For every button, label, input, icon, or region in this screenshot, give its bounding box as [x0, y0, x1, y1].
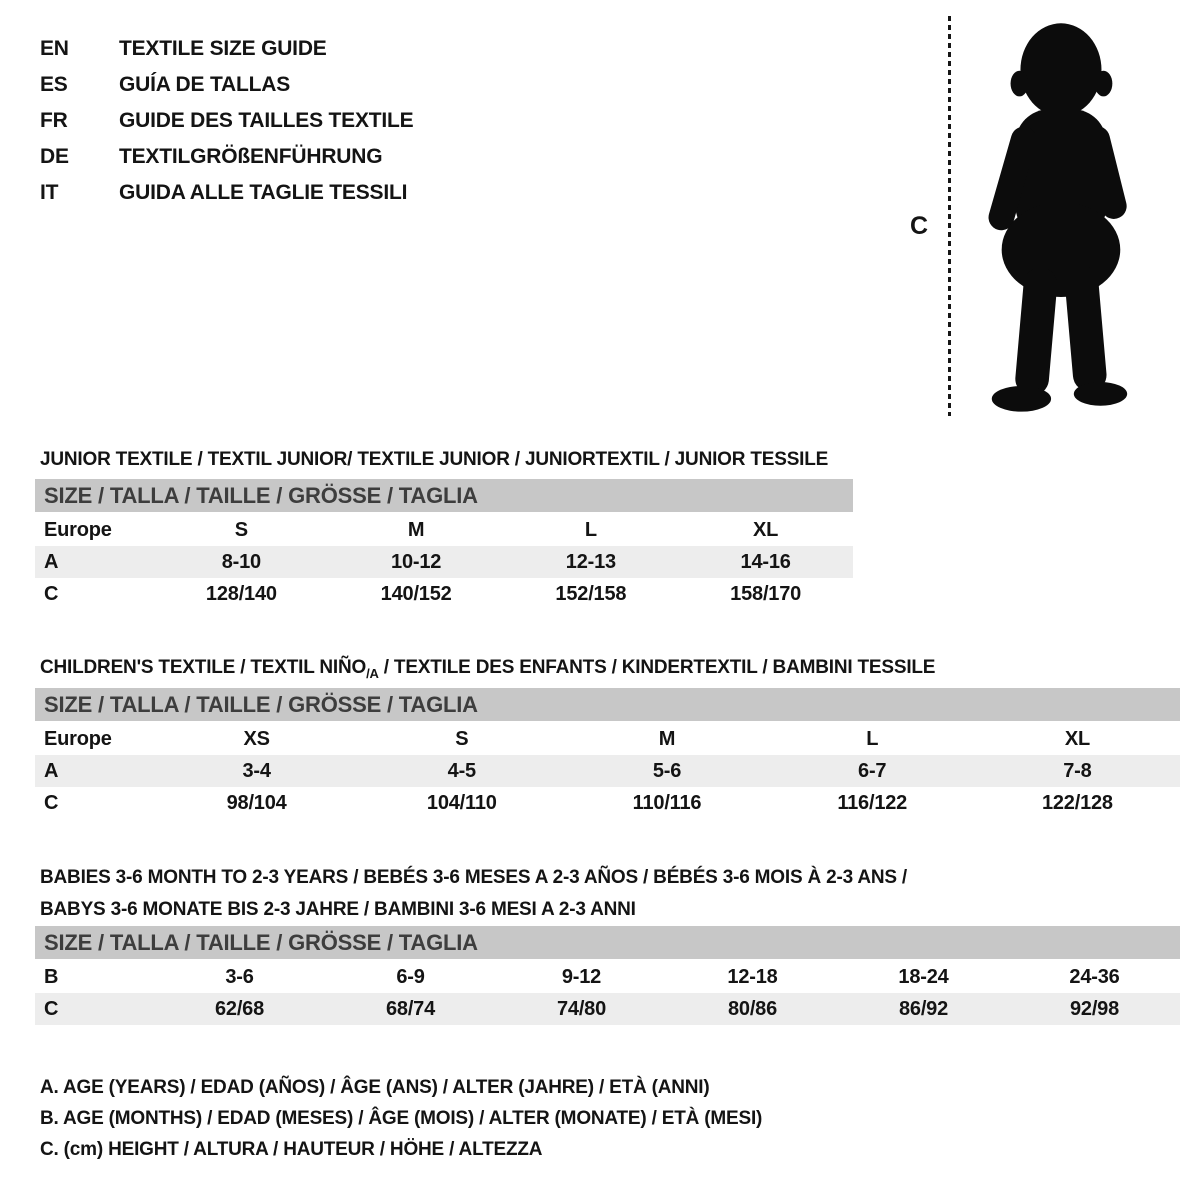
section-title-junior: JUNIOR TEXTILE / TEXTIL JUNIOR/ TEXTILE JUNIOR / JUNIORTEXTIL / JUNIOR TESSILE — [40, 448, 829, 470]
height-cell: 98/104 — [226, 792, 287, 814]
lang-row-fr — [40, 103, 413, 139]
babies-size-table — [35, 926, 1180, 1025]
table-row — [35, 993, 1180, 1025]
title-line: BABYS 3-6 MONATE BIS 2-3 JAHRE / BAMBINI 3-6 MESI A 2-3 ANNI — [40, 898, 636, 920]
height-cell: 80/86 — [727, 998, 778, 1020]
size-cell: L — [584, 519, 597, 541]
age-cell: 18-24 — [898, 966, 949, 988]
height-cell: 158/170 — [730, 583, 802, 605]
children-size-table — [35, 688, 1180, 819]
lang-code: FR — [40, 109, 68, 132]
table-row — [35, 578, 853, 610]
row-label: Europe — [44, 519, 112, 541]
age-cell: 7-8 — [1063, 760, 1092, 782]
row-label: A — [44, 551, 59, 573]
row-label: B — [44, 966, 59, 988]
legend-line-c: C. (cm) HEIGHT / ALTURA / HAUTEUR / HÖHE / ALTEZZA — [40, 1139, 543, 1160]
row-label: A — [44, 760, 59, 782]
height-cell: 62/68 — [214, 998, 265, 1020]
lang-row-es — [40, 67, 413, 103]
junior-size-table — [35, 479, 853, 610]
height-cell: 140/152 — [380, 583, 452, 605]
size-cell: L — [866, 728, 879, 750]
lang-row-en — [40, 31, 413, 67]
age-cell: 3-4 — [242, 760, 271, 782]
age-cell: 12-18 — [727, 966, 778, 988]
age-cell: 6-7 — [858, 760, 887, 782]
lang-code: IT — [40, 181, 59, 204]
age-cell: 3-6 — [225, 966, 254, 988]
lang-code: ES — [40, 73, 68, 96]
lang-row-it — [40, 175, 413, 211]
table-row — [35, 514, 853, 546]
age-cell: 9-12 — [561, 966, 602, 988]
section-title-babies — [40, 862, 907, 926]
height-cell: 86/92 — [898, 998, 949, 1020]
height-cell: 68/74 — [385, 998, 436, 1020]
lang-title: GUIDA ALLE TAGLIE TESSILI — [119, 181, 408, 204]
age-cell: 24-36 — [1069, 966, 1120, 988]
height-measure-label: C — [910, 212, 929, 240]
age-cell: 14-16 — [740, 551, 791, 573]
section-title-children — [40, 657, 935, 681]
baby-silhouette — [974, 18, 1142, 416]
size-cell: XS — [243, 728, 270, 750]
height-cell: 116/122 — [837, 792, 908, 814]
title-part: / TEXTILE DES ENFANTS / KINDERTEXTIL / BAMBINI TESSILE — [378, 656, 936, 678]
lang-title: GUÍA DE TALLAS — [119, 73, 291, 96]
height-measure-dashed-line — [948, 16, 951, 416]
height-cell: 104/110 — [426, 792, 497, 814]
size-cell: M — [658, 728, 676, 750]
table-header-children: SIZE / TALLA / TAILLE / GRÖSSE / TAGLIA — [35, 688, 1180, 721]
height-cell: 122/128 — [1041, 792, 1113, 814]
title-line: BABIES 3-6 MONTH TO 2-3 YEARS / BEBÉS 3-6 MESES A 2-3 AÑOS / BÉBÉS 3-6 MOIS À 2-3 ANS / — [40, 866, 908, 888]
height-cell: 128/140 — [205, 583, 277, 605]
language-title-list — [40, 31, 413, 211]
lang-code: EN — [40, 37, 69, 60]
height-cell: 74/80 — [556, 998, 607, 1020]
table-header-babies: SIZE / TALLA / TAILLE / GRÖSSE / TAGLIA — [35, 926, 1180, 959]
title-subscript: /A — [366, 665, 379, 681]
size-cell: XL — [753, 519, 779, 541]
age-cell: 8-10 — [221, 551, 261, 573]
lang-code: DE — [40, 145, 69, 168]
table-row — [35, 787, 1180, 819]
legend-line-a: A. AGE (YEARS) / EDAD (AÑOS) / ÂGE (ANS) / ALTER (JAHRE) / ETÀ (ANNI) — [40, 1077, 710, 1098]
age-cell: 6-9 — [396, 966, 425, 988]
height-cell: 92/98 — [1069, 998, 1120, 1020]
lang-title: GUIDE DES TAILLES TEXTILE — [119, 109, 414, 132]
row-label: C — [44, 583, 59, 605]
table-row — [35, 546, 853, 578]
height-cell: 152/158 — [555, 583, 627, 605]
table-row — [35, 961, 1180, 993]
size-cell: XL — [1064, 728, 1090, 750]
lang-title: TEXTILE SIZE GUIDE — [119, 37, 327, 60]
row-label: C — [44, 792, 59, 814]
age-cell: 4-5 — [447, 760, 476, 782]
size-cell: S — [234, 519, 248, 541]
measure-legend — [40, 1072, 762, 1165]
age-cell: 10-12 — [391, 551, 442, 573]
table-header-junior: SIZE / TALLA / TAILLE / GRÖSSE / TAGLIA — [35, 479, 853, 512]
table-row — [35, 755, 1180, 787]
height-cell: 110/116 — [632, 792, 702, 814]
lang-title: TEXTILGRÖßENFÜHRUNG — [119, 145, 383, 168]
table-row — [35, 723, 1180, 755]
row-label: C — [44, 998, 59, 1020]
age-cell: 5-6 — [652, 760, 682, 782]
title-part: CHILDREN'S TEXTILE / TEXTIL NIÑO — [40, 656, 367, 678]
age-cell: 12-13 — [565, 551, 616, 573]
row-label: Europe — [44, 728, 112, 750]
size-cell: S — [455, 728, 469, 750]
size-cell: M — [407, 519, 425, 541]
legend-line-b: B. AGE (MONTHS) / EDAD (MESES) / ÂGE (MOIS) / ALTER (MONATE) / ETÀ (MESI) — [40, 1108, 763, 1129]
lang-row-de — [40, 139, 413, 175]
